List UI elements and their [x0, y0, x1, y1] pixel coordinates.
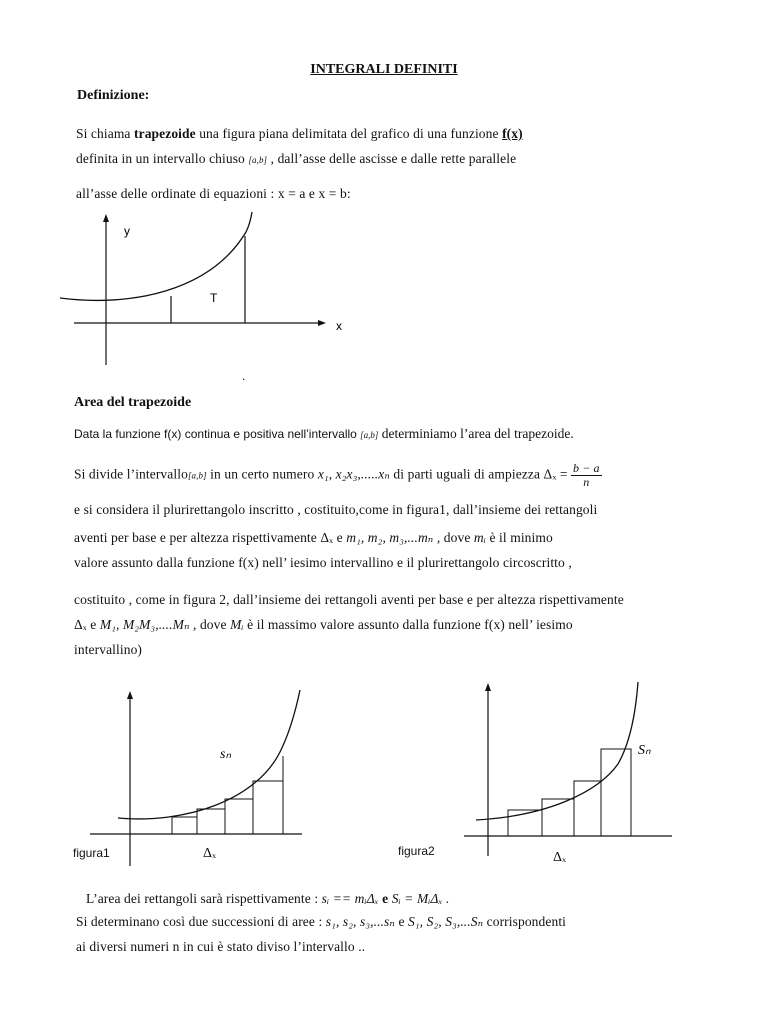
area-heading: Area del trapezoide [74, 395, 192, 410]
fig0-y-label: y [124, 224, 130, 238]
seq-text-b: corrispondenti [483, 914, 567, 929]
definition-line-1 [76, 126, 523, 142]
area-line-3: e si considera il plurirettangolo inscritto , costituito,come in figura1, dall’insieme dei rettangoli [74, 502, 598, 517]
area-line-5: valore assunto dalla funzione f(x) nell’ iesimo intervallino e il plurirettangolo circoscritto , [74, 555, 572, 570]
inscribed-area-formula: sᵢ == mᵢΔₓ [321, 891, 379, 906]
area-interval-1: [a,b] [360, 430, 379, 440]
figure-1-inscribed [66, 688, 326, 868]
maximum-values: M₁, M₂M₃,....Mₙ [99, 617, 190, 632]
fig0-curve [60, 212, 252, 300]
definition-line-2 [76, 151, 516, 167]
fig2-rect [574, 781, 601, 836]
fig1-rect [172, 817, 197, 834]
fig1-rect [225, 799, 253, 834]
def-interval: [a,b] [248, 155, 268, 165]
page-title: INTEGRALI DEFINITI [310, 62, 458, 77]
fig0-x-label: x [336, 319, 342, 333]
figure-2-delta: Δₓ [553, 850, 567, 865]
area-delta-4: Δₓ [320, 530, 334, 545]
figure-2-caption: figura2 [398, 844, 435, 858]
def-text-1a: Si chiama [76, 126, 134, 141]
figure-1-caption: figura1 [73, 846, 110, 860]
area-text-2b: in un certo numero [206, 466, 318, 482]
def-function-fx: f(x) [502, 126, 523, 141]
area-text-7a: e [86, 617, 100, 632]
figure-2-circumscribed [458, 680, 698, 860]
area-text-4b: e [333, 530, 347, 545]
def-text-2a: definita in un intervallo chiuso [76, 151, 249, 166]
area-text-7c: è il massimo valore assunto dalla funzione f(x) nell’ iesimo [243, 617, 573, 632]
fig2-rect [601, 749, 631, 836]
area-text-2a: Si divide l’intervallo [74, 466, 188, 482]
rect-text-e: e [378, 891, 392, 906]
area-text-4d: è il minimo [486, 530, 553, 545]
fig1-curve [118, 690, 300, 819]
rect-text-a: L’area dei rettangoli sarà rispettivamente : [86, 891, 322, 906]
area-text-7b: , dove [189, 617, 231, 632]
area-line-8: intervallino) [74, 642, 143, 657]
circumscribed-area-formula: Sᵢ = MᵢΔₓ . [391, 891, 450, 906]
area-text-1a: Data la funzione f(x) continua e positiva nell’intervallo [74, 427, 361, 441]
minimum-symbol: mᵢ [473, 530, 487, 545]
area-line-6: costituito , come in figura 2, dall’insieme dei rettangoli aventi per base e per altezza rispettivamente [74, 592, 624, 607]
area-line-4 [74, 530, 553, 546]
area-line-7 [74, 617, 573, 633]
minimum-values: m₁, m₂, m₃,...mₙ [346, 530, 434, 545]
def-term-trapezoide: trapezoide [134, 126, 196, 141]
fraction-numerator: b − a [573, 461, 600, 475]
area-text-1b: determiniamo l’area del trapezoide. [378, 426, 574, 441]
fig0-x-arrow [318, 320, 326, 326]
fig2-y-arrow [485, 683, 491, 691]
partition-points: x₁, x₂x₃,.....xₙ [317, 466, 390, 482]
fig1-rect [253, 781, 283, 834]
fraction-denominator: n [583, 475, 590, 489]
definition-line-3: all’asse delle ordinate di equazioni : x = a e x = b: [76, 186, 351, 201]
delta-equals: Δₓ = [543, 466, 568, 482]
width-fraction [571, 462, 602, 489]
seq-text-e: e [394, 914, 409, 929]
figure-1-delta: Δₓ [203, 846, 217, 861]
area-delta-7: Δₓ [74, 617, 87, 632]
fig1-rect [197, 809, 225, 834]
lower-sums-sequence: s₁, s₂, s₃,...sₙ [325, 914, 395, 929]
area-text-2c: di parti uguali di ampiezza [389, 466, 544, 482]
area-text-4a: aventi per base e per altezza rispettivamente [74, 530, 321, 545]
upper-sums-sequence: S₁, S₂, S₃,...Sₙ [408, 914, 484, 929]
sequence-line-1 [76, 914, 566, 930]
def-text-1c: una figura piana delimitata del grafico di una funzione [195, 126, 503, 141]
def-text-2b: , dall’asse delle ascisse e dalle rette parallele [267, 151, 517, 166]
fig1-curve-label: sₙ [220, 747, 232, 762]
fig0-region-label: T [210, 291, 218, 305]
fig0-dot: . [242, 369, 246, 383]
fig2-curve-label: Sₙ [638, 743, 651, 758]
fig1-y-arrow [127, 691, 133, 699]
rectangle-area-line [86, 891, 449, 907]
trapezoid-figure [60, 210, 350, 385]
sequence-line-2: ai diversi numeri n in cui è stato diviso l’intervallo .. [76, 939, 366, 954]
maximum-symbol: Mᵢ [230, 617, 244, 632]
area-text-4c: , dove [433, 530, 474, 545]
area-line-2 [74, 462, 602, 489]
definition-heading: Definizione: [77, 88, 150, 103]
fig0-y-arrow [103, 214, 109, 222]
area-interval-2: [a,b] [187, 470, 207, 481]
area-line-1 [74, 426, 574, 442]
seq-text-a: Si determinano così due successioni di aree : [76, 914, 326, 929]
